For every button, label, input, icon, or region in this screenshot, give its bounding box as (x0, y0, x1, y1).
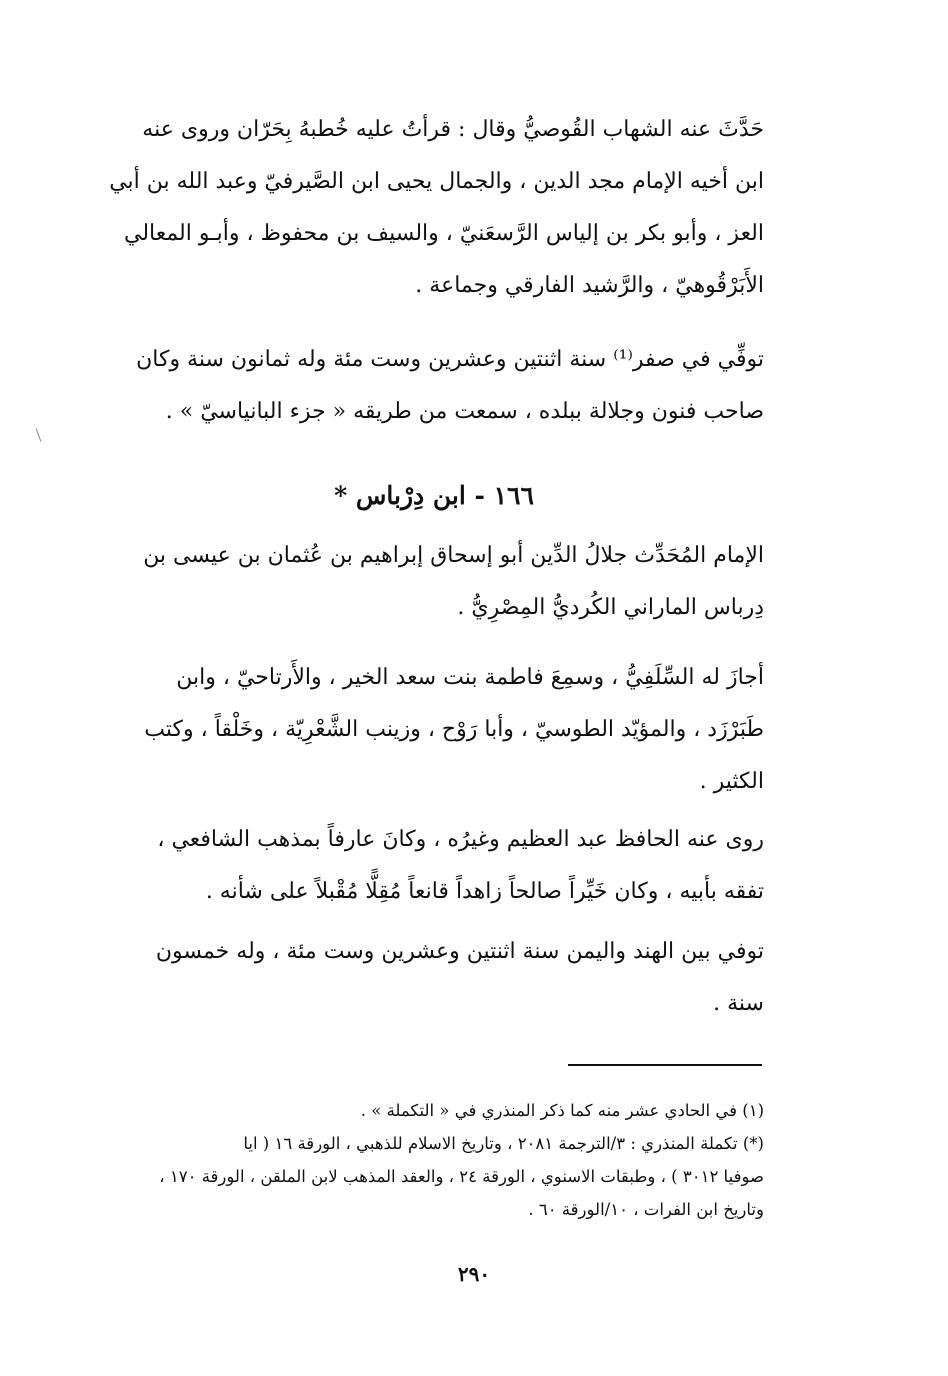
footnote-line: صوفيا ٣٠١٢ ) ، وطبقات الاسنوي ، الورقة ٢٤ ، والعقد المذهب لابن الملقن ، الورقة ١٧٠ ، (159, 1167, 764, 1186)
text-line: دِرباس الماراني الكُرديُّ المِصْرِيُّ . (457, 595, 764, 620)
text-line: تفقه بأبيه ، وكان خَيِّراً صالحاً زاهداً قانعاً مُقِلًّا مُقْبلاً على شأنه . (205, 879, 764, 904)
footnote-line: (١) في الحادي عشر منه كما ذكر المنذري في « التكملة » . (360, 1101, 764, 1120)
scan-speck (36, 428, 42, 441)
text-line: العز ، وأبو بكر بن إلياس الرَّسعَنيّ ، والسيف بن محفوظ ، وأبـو المعالي (123, 221, 764, 246)
footnote-line: (*) تكملة المنذري : ٣/الترجمة ٢٠٨١ ، وتاريخ الاسلام للذهبي ، الورقة ١٦ ( ايا (243, 1134, 764, 1153)
paragraph-students (104, 814, 764, 918)
text-line: أجازَ له السِّلَفِيُّ ، وسمِعَ فاطمة بنت سعد الخير ، والأَرتاحيّ ، وابن (176, 665, 764, 690)
entry-heading: ١٦٦ - ابن دِرْباس * (334, 481, 534, 510)
paragraph-death-second (104, 926, 764, 1030)
text-line: توفي بين الهند واليمن سنة اثنتين وعشرين وست مئة ، وله خمسون (155, 939, 764, 964)
page-number: ٢٩٠ (457, 1262, 491, 1286)
text-line: صاحب فنون وجلالة ببلده ، سمعت من طريقه « جزء البانياسيّ » . (165, 399, 764, 424)
text-line: حَدَّثَ عنه الشهاب القُوصيُّ وقال : قرأتُ عليه خُطبهُ بِحَرّان وروى عنه (142, 117, 764, 142)
text-line: توفِّي في صفر⁽¹⁾ سنة اثنتين وعشرين وست مئة وله ثمانون سنة وكان (136, 347, 764, 372)
paragraph-entry-name (104, 530, 764, 634)
paragraph-death-first (104, 334, 764, 438)
footnote-line: وتاريخ ابن الفرات ، ١٠/الورقة ٦٠ . (528, 1200, 764, 1219)
footnotes (104, 1094, 764, 1226)
text-line: روى عنه الحافظ عبد العظيم وغيرُه ، وكانَ عارفاً بمذهب الشافعي ، (157, 827, 764, 852)
text-line: ابن أخيه الإمام مجد الدين ، والجمال يحيى ابن الصَّيرفيّ وعبد الله بن أبي (109, 169, 764, 194)
text-line: سنة . (713, 991, 764, 1016)
paragraph-ijaza (104, 652, 764, 808)
paragraph-narrators (104, 104, 764, 312)
text-line: الإمام المُحَدِّث جلالُ الدِّين أبو إسحاق إبراهيم بن عُثمان بن عيسى بن (143, 543, 764, 568)
text-line: الكثير . (699, 769, 764, 794)
text-line: طَبَرْزَد ، والمؤيّد الطوسيّ ، وأبا رَوْح ، وزينب الشَّعْرِيّة ، وخَلْقاً ، وكتب (144, 717, 764, 742)
footnote-separator (568, 1064, 762, 1066)
text-line: الأَبَرْقُوهيّ ، والرَّشيد الفارقي وجماعة . (415, 273, 764, 298)
